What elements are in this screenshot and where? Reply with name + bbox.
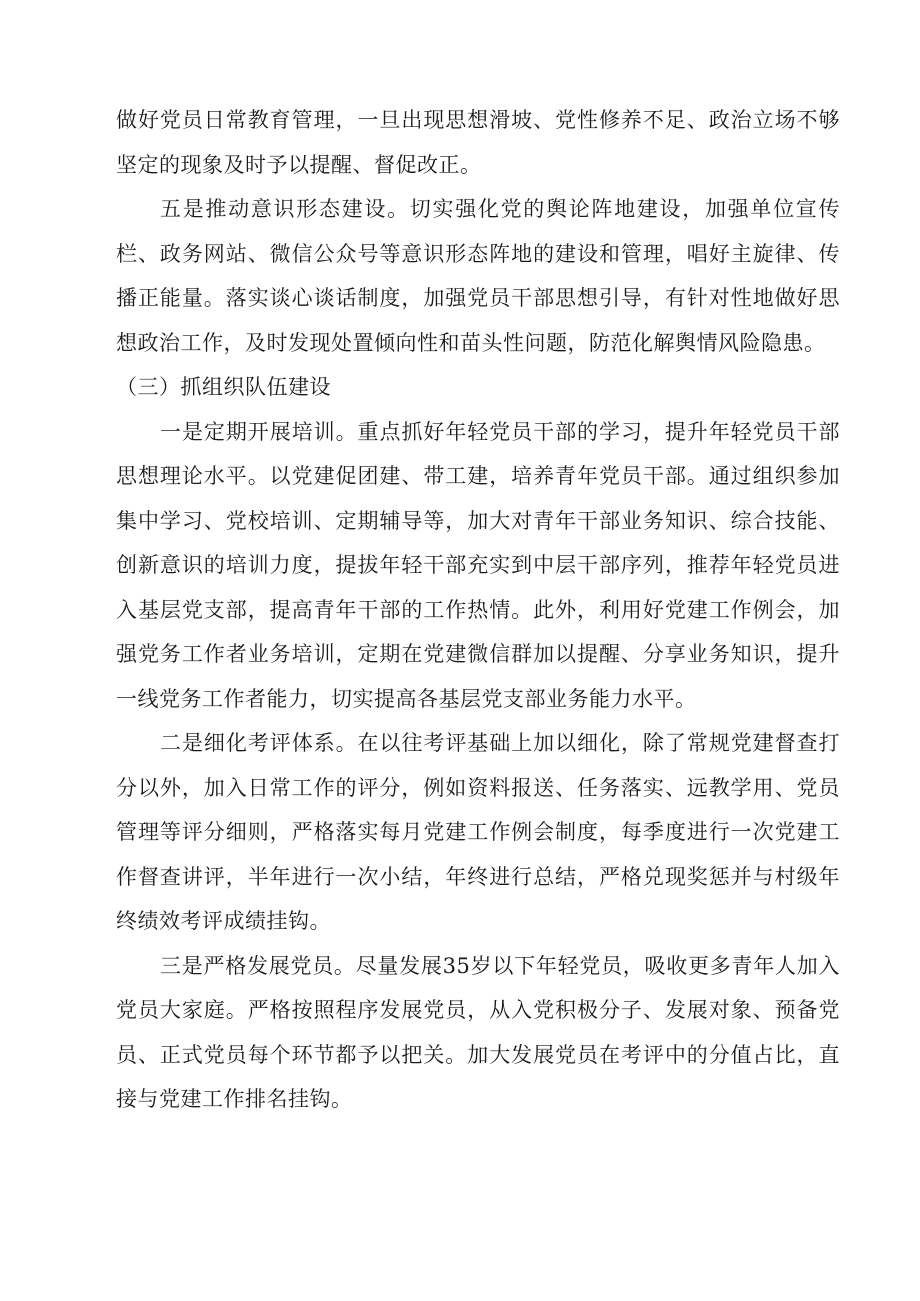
section-heading-organization: （三）抓组织队伍建设 [116, 375, 331, 399]
paragraph-ideology-building: 五是推动意识形态建设。切实强化党的舆论阵地建设，加强单位宣传栏、政务网站、微信公众号等意识形态阵地的建设和管理，唱好主旋律、传播正能量。落实谈心谈话制度，加强党员干部思想引导，有针对性地做好思想政治工作，及时发现处置倾向性和苗头性问题，防范化解舆情风险隐患。 [116, 197, 840, 355]
paragraph-evaluation-system: 二是细化考评体系。在以往考评基础上加以细化，除了常规党建督查打分以外，加入日常工作的评分，例如资料报送、任务落实、远教学用、党员管理等评分细则，严格落实每月党建工作例会制度，每季度进行一次党建工作督查讲评，半年进行一次小结，年终进行总结，严格兑现奖惩并与村级年终绩效考评成绩挂钩。 [116, 731, 840, 933]
document-body [116, 98, 840, 1122]
paragraph-member-development: 三是严格发展党员。尽量发展35岁以下年轻党员，吸收更多青年人加入党员大家庭。严格按照程序发展党员，从入党积极分子、发展对象、预备党员、正式党员每个环节都予以把关。加大发展党员在考评中的分值占比，直接与党建工作排名挂钩。 [116, 953, 840, 1111]
paragraph-continuation: 做好党员日常教育管理，一旦出现思想滑坡、党性修养不足、政治立场不够坚定的现象及时予以提醒、督促改正。 [116, 108, 840, 177]
paragraph-regular-training: 一是定期开展培训。重点抓好年轻党员干部的学习，提升年轻党员干部思想理论水平。以党建促团建、带工建，培养青年党员干部。通过组织参加集中学习、党校培训、定期辅导等，加大对青年干部业务知识、综合技能、创新意识的培训力度，提拔年轻干部充实到中层干部序列，推荐年轻党员进入基层党支部，提高青年干部的工作热情。此外，利用好党建工作例会，加强党务工作者业务培训，定期在党建微信群加以提醒、分享业务知识，提升一线党务工作者能力，切实提高各基层党支部业务能力水平。 [116, 419, 840, 711]
